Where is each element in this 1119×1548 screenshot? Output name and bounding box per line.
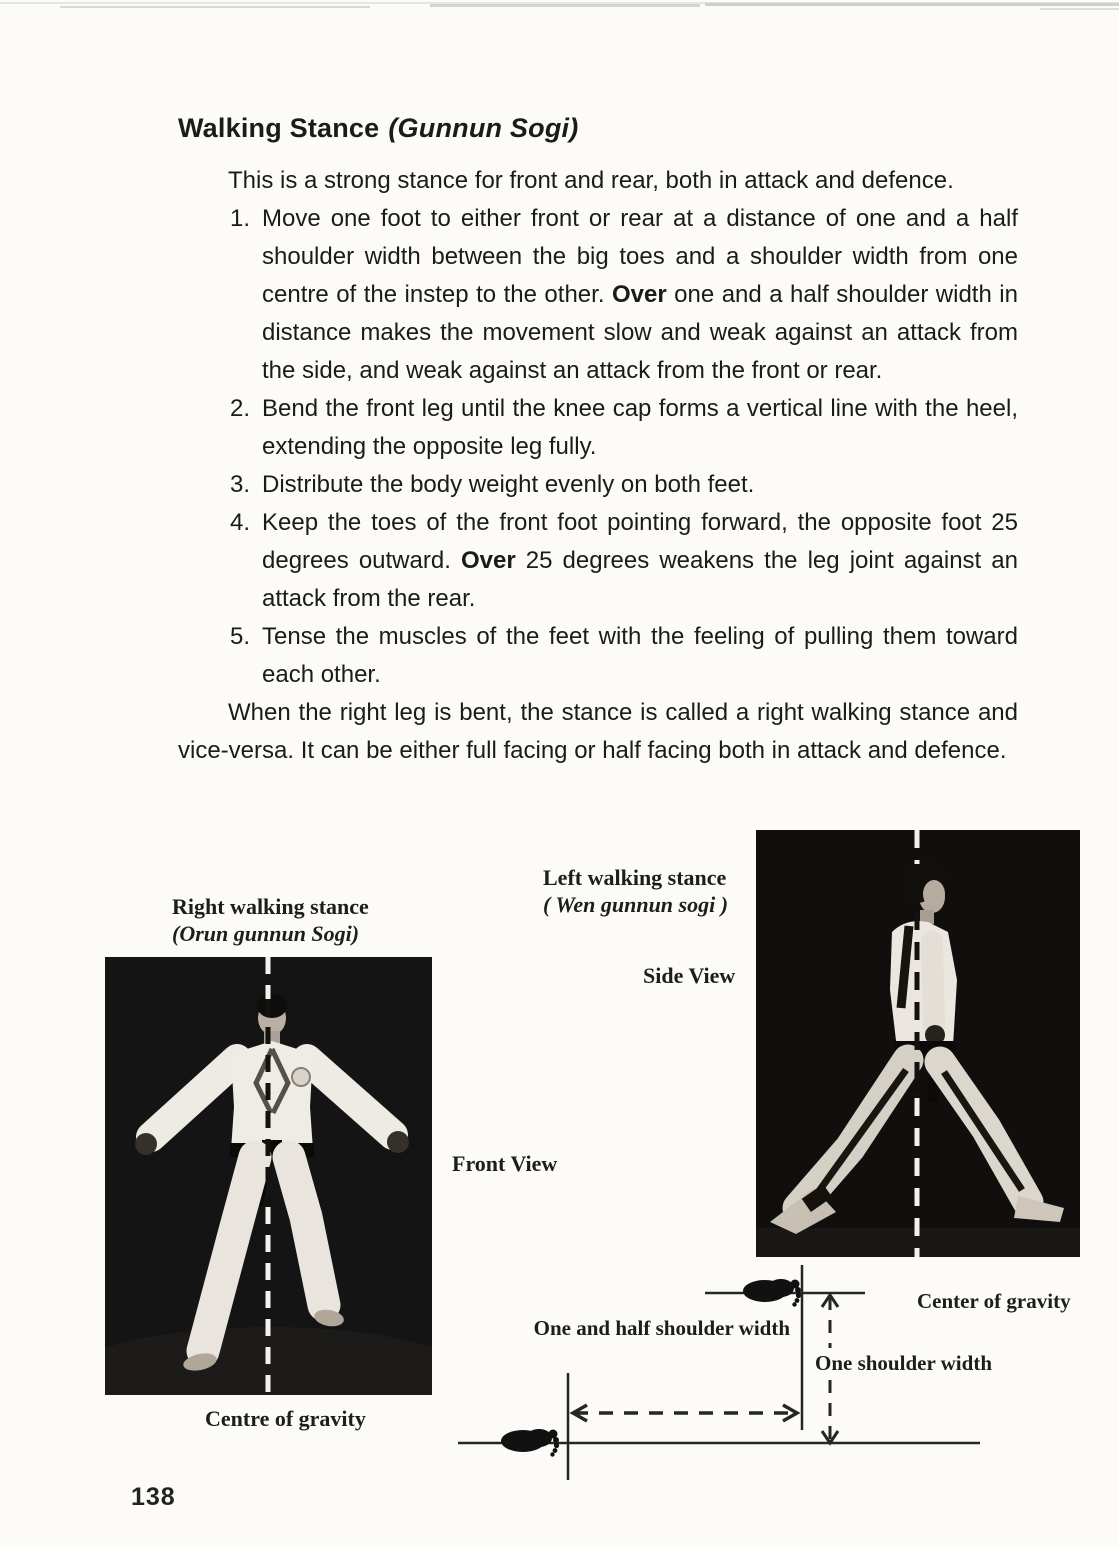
chest-patch — [292, 1068, 310, 1086]
closing-paragraph: When the right leg is bent, the stance is called a right walking stance and vice-versa. It can be either full facing or half facing both in attack and defence. — [178, 699, 1018, 764]
caption-front-view: Front View — [452, 1151, 558, 1176]
intro-paragraph: This is a strong stance for front and rear, both in attack and defence. — [228, 167, 954, 194]
caption-romanization: (Orun gunnun Sogi) — [172, 921, 360, 946]
scan-mark — [60, 6, 370, 8]
caption-romanization: ( Wen gunnun sogi ) — [543, 892, 729, 917]
list-item: 2. Bend the front leg until the knee cap forms a vertical line with the heel, extending the opposite leg fully. — [178, 390, 1018, 466]
list-number: 2. — [230, 395, 251, 422]
caption-left-walking-stance — [543, 864, 728, 918]
page-title — [178, 108, 1018, 148]
one-and-half-shoulder-width-arrow — [573, 1405, 797, 1421]
list-item: 3. Distribute the body weight evenly on both feet. — [178, 466, 1018, 504]
list-item: 1. Move one foot to either front or rear at a distance of one and a half shoulder width between the big toes and a shoulder width from one centre of the instep to the other. Over one and a half shoulder width in distance makes the movement slow and weak against an attack from the side, and weak against an attack from the front or rear. — [178, 200, 1018, 390]
list-item: 5. Tense the muscles of the feet with the feeling of pulling them toward each other. — [178, 618, 1018, 694]
photo-left-walking-stance-side-view — [756, 830, 1080, 1257]
list-item: 4. Keep the toes of the front foot pointing forward, the opposite foot 25 degrees outward. Over 25 degrees weakens the leg joint against an attack from the rear. — [178, 504, 1018, 618]
scan-mark — [1040, 8, 1119, 10]
list-number: 3. — [230, 471, 251, 498]
scan-mark — [430, 4, 700, 7]
label-one-shoulder-width: One shoulder width — [815, 1351, 992, 1375]
side-view-figure — [756, 830, 1080, 1257]
caption-centre-of-gravity: Centre of gravity — [205, 1406, 366, 1431]
list-number: 5. — [230, 623, 251, 650]
scan-mark — [705, 3, 1119, 6]
label-center-of-gravity: Center of gravity — [917, 1289, 1071, 1313]
title-romanization: (Gunnun Sogi) — [388, 113, 579, 143]
list-number: 1. — [230, 205, 251, 232]
page-number: 138 — [131, 1483, 176, 1511]
label-one-and-half-shoulder-width: One and half shoulder width — [533, 1316, 790, 1340]
list-number: 4. — [230, 509, 251, 536]
instruction-list — [178, 200, 1018, 694]
caption-right-walking-stance — [172, 893, 369, 947]
caption-line: Right walking stance — [172, 894, 369, 919]
caption-side-view: Side View — [643, 963, 736, 988]
title-main: Walking Stance — [178, 113, 380, 143]
main-text — [178, 108, 1018, 770]
photo-right-walking-stance-front-view — [105, 957, 432, 1395]
caption-line: Left walking stance — [543, 865, 727, 890]
front-view-figure — [105, 957, 432, 1395]
